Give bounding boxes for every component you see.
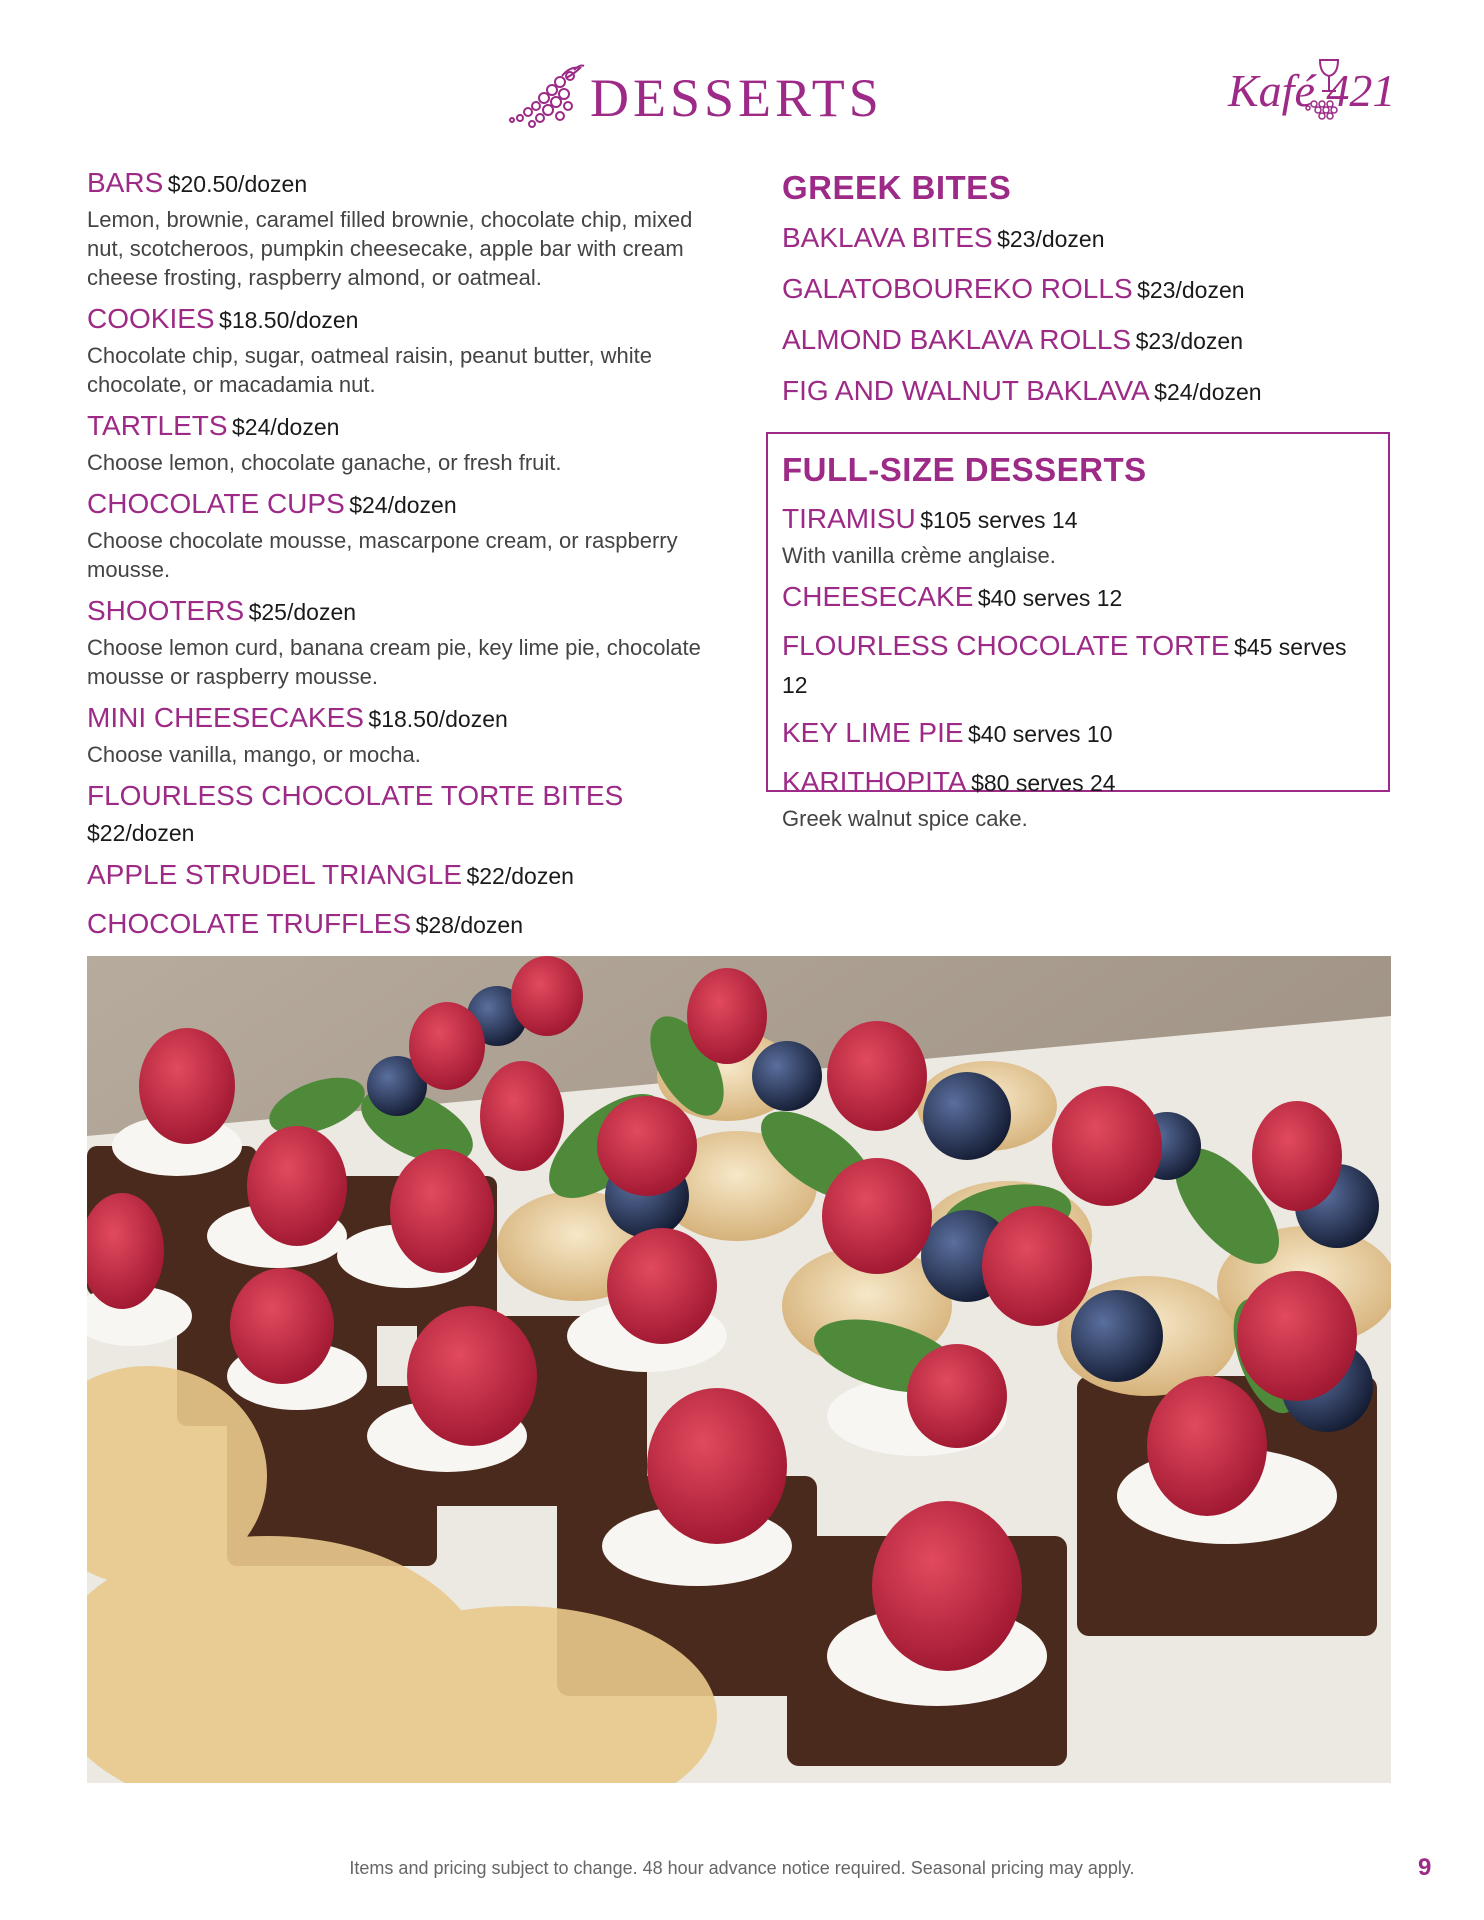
- menu-item-bars: [87, 166, 707, 292]
- menu-item-mini-cheesecakes: [87, 701, 707, 769]
- item-name: MINI CHEESECAKES: [87, 702, 364, 733]
- item-name: FIG AND WALNUT BAKLAVA: [782, 375, 1150, 406]
- item-price: $23/dozen: [1135, 328, 1243, 354]
- item-price: $18.50/dozen: [368, 706, 508, 732]
- menu-item-galatoboureko-rolls: [782, 271, 1402, 312]
- kafe-421-logo: [1228, 58, 1398, 138]
- wine-glass-icon: [1314, 56, 1344, 96]
- menu-item-tartlets: [87, 409, 707, 477]
- item-price: $18.50/dozen: [219, 307, 359, 333]
- grape-ornament-icon: [500, 62, 586, 134]
- item-description: Chocolate chip, sugar, oatmeal raisin, peanut butter, white chocolate, or macadamia nut.: [87, 343, 653, 397]
- item-description: With vanilla crème anglaise.: [782, 543, 1056, 568]
- menu-item-flourless-torte: [782, 629, 1374, 706]
- item-name: COOKIES: [87, 303, 215, 334]
- dessert-platter-photo: [87, 956, 1391, 1783]
- page-header: [0, 58, 1484, 138]
- item-name: CHOCOLATE TRUFFLES: [87, 908, 412, 939]
- menu-item-fig-walnut-baklava: [782, 373, 1402, 414]
- greek-bites-section: [782, 166, 1402, 424]
- item-price: $105 serves 14: [920, 507, 1078, 533]
- item-name: ALMOND BAKLAVA ROLLS: [782, 324, 1132, 355]
- item-description: Greek walnut spice cake.: [782, 806, 1028, 831]
- item-price: $22/dozen: [466, 863, 574, 889]
- menu-item-cookies: [87, 302, 707, 399]
- menu-item-karithopita: [782, 765, 1374, 833]
- item-price: $20.50/dozen: [167, 171, 308, 197]
- section-heading: GREEK BITES: [782, 169, 1012, 206]
- item-name: KEY LIME PIE: [782, 717, 964, 748]
- menu-item-chocolate-truffles: [87, 907, 707, 946]
- item-description: Choose lemon, chocolate ganache, or fresh fruit.: [87, 450, 562, 475]
- item-name: FLOURLESS CHOCOLATE TORTE BITES: [87, 780, 624, 811]
- dessert-platter-illustration: [87, 956, 1391, 1783]
- item-price: $23/dozen: [1137, 277, 1245, 303]
- item-name: BAKLAVA BITES: [782, 222, 993, 253]
- item-price: $22/dozen: [87, 820, 195, 846]
- item-price: $25/dozen: [248, 599, 357, 625]
- item-price: $28/dozen: [415, 912, 524, 938]
- item-price: $45 serves 12: [782, 634, 1347, 698]
- menu-item-tiramisu: [782, 502, 1374, 570]
- item-price: $24/dozen: [349, 492, 457, 518]
- item-name: BARS: [87, 167, 164, 198]
- item-price: $24/dozen: [232, 414, 340, 440]
- item-name: CHEESECAKE: [782, 581, 974, 612]
- menu-item-torte-bites: [87, 779, 707, 848]
- item-price: $40 serves 12: [977, 585, 1123, 611]
- item-price: $24/dozen: [1154, 379, 1262, 405]
- item-description: Choose vanilla, mango, or mocha.: [87, 742, 421, 767]
- menu-item-key-lime-pie: [782, 716, 1374, 755]
- item-name: CHOCOLATE CUPS: [87, 488, 345, 519]
- item-price: $23/dozen: [997, 226, 1105, 252]
- item-name: SHOOTERS: [87, 595, 245, 626]
- item-price: $80 serves 24: [971, 770, 1116, 796]
- item-description: Lemon, brownie, caramel filled brownie, chocolate chip, mixed nut, scotcheroos, pumpkin cheesecake, apple bar with cream cheese frosting, raspberry almond, or oatmeal.: [87, 207, 693, 290]
- item-name: TARTLETS: [87, 410, 228, 441]
- menu-item-cheesecake: [782, 580, 1374, 619]
- footer-note: Items and pricing subject to change. 48 hour advance notice required. Seasonal pricing may apply.: [349, 1858, 1135, 1878]
- menu-item-baklava-bites: [782, 220, 1402, 261]
- left-menu-column: [87, 166, 707, 956]
- item-name: GALATOBOUREKO ROLLS: [782, 273, 1133, 304]
- section-heading: FULL-SIZE DESSERTS: [782, 451, 1147, 488]
- menu-item-almond-baklava-rolls: [782, 322, 1402, 363]
- item-name: FLOURLESS CHOCOLATE TORTE: [782, 630, 1230, 661]
- menu-item-chocolate-cups: [87, 487, 707, 584]
- item-name: TIRAMISU: [782, 503, 916, 534]
- logo-text: Kafé 421: [1228, 65, 1396, 116]
- item-name: APPLE STRUDEL TRIANGLE: [87, 859, 463, 890]
- title-group: [500, 62, 883, 134]
- menu-item-shooters: [87, 594, 707, 691]
- full-size-desserts-box: [766, 432, 1390, 831]
- item-description: Choose chocolate mousse, mascarpone cream, or raspberry mousse.: [87, 528, 678, 582]
- page-title: DESSERTS: [590, 68, 883, 128]
- item-name: KARITHOPITA: [782, 766, 967, 797]
- logo-grape-icon: [1304, 96, 1348, 122]
- page-number: 9: [1418, 1854, 1432, 1881]
- menu-item-apple-strudel: [87, 858, 707, 897]
- item-description: Choose lemon curd, banana cream pie, key lime pie, chocolate mousse or raspberry mousse.: [87, 635, 701, 689]
- item-price: $40 serves 10: [968, 721, 1113, 747]
